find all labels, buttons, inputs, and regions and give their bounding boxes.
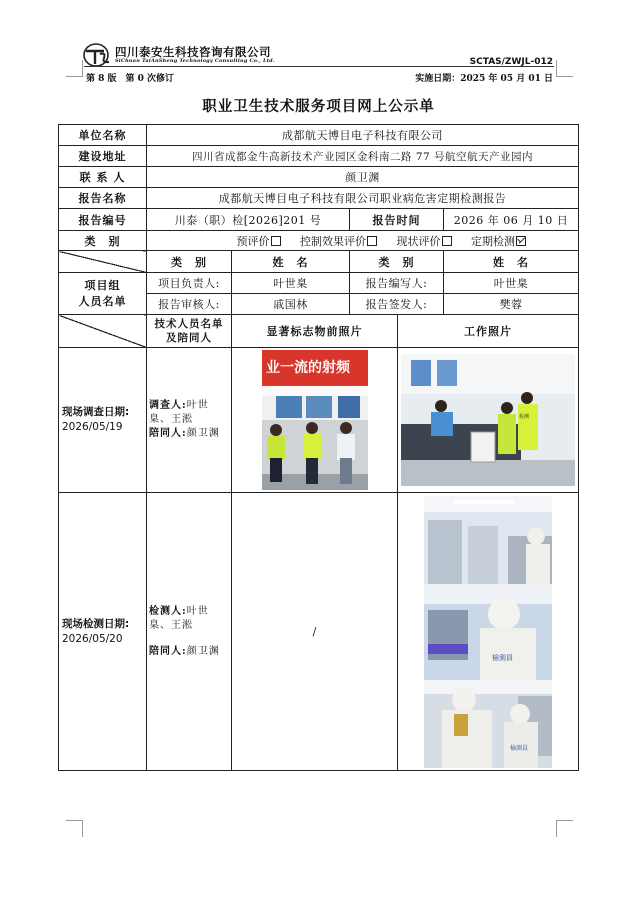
testing-work-photos — [398, 493, 579, 771]
unit-name-value: 成都航天博目电子科技有限公司 — [147, 125, 579, 146]
diagonal-cell — [59, 251, 147, 273]
landmark-photo — [262, 350, 368, 490]
option-label: 现状评价 — [396, 234, 441, 248]
escort-label: 陪同人: — [149, 428, 187, 439]
testing-date-cell — [59, 493, 147, 771]
address-label: 建设地址 — [59, 146, 147, 167]
team-group-label: 项目组 人员名单 — [59, 273, 147, 315]
notice-table — [58, 124, 579, 771]
report-number-value: 川泰（职）检[2026]201 号 — [147, 209, 350, 231]
survey-staff-cell — [147, 348, 232, 493]
survey-date-label: 现场调查日期: — [62, 406, 130, 418]
project-leader-label: 项目负责人: — [147, 273, 232, 294]
staff-header: 技术人员名单 及陪同人 — [147, 315, 232, 348]
report-signer-value: 樊蓉 — [444, 294, 579, 315]
team-header-name: 姓 名 — [444, 251, 579, 273]
unit-name-label: 单位名称 — [59, 125, 147, 146]
survey-work-photo — [398, 348, 579, 493]
survey-date-value: 2026/05/19 — [62, 421, 123, 433]
crop-mark — [556, 60, 573, 77]
work-photo-header: 工作照片 — [398, 315, 579, 348]
contact-value: 颜卫渊 — [147, 167, 579, 188]
category-options — [147, 231, 579, 251]
suit-label: 檢測員 — [492, 653, 514, 662]
report-signer-label: 报告签发人: — [350, 294, 444, 315]
cleanroom-photo — [424, 584, 552, 680]
checkbox-checked[interactable] — [516, 236, 526, 246]
testing-staff-cell — [147, 493, 232, 771]
report-number-label: 报告编号 — [59, 209, 147, 231]
report-reviewer-value: 戚国林 — [232, 294, 350, 315]
cleanroom-photo — [424, 496, 552, 584]
tester-value: 叶世臬、王淞 — [149, 605, 209, 631]
diagonal-cell — [59, 315, 147, 348]
escort-label: 陪同人: — [149, 645, 187, 657]
option-label: 定期检测 — [471, 234, 516, 248]
option-status-evaluation[interactable] — [397, 233, 452, 249]
crop-mark — [66, 820, 83, 837]
suit-label: 檢測員 — [510, 744, 529, 752]
report-name-label: 报告名称 — [59, 188, 147, 209]
option-control-effect[interactable] — [300, 233, 377, 249]
header-divider — [84, 66, 554, 67]
report-reviewer-label: 报告审核人: — [147, 294, 232, 315]
report-writer-label: 报告编写人: — [350, 273, 444, 294]
report-time-value: 2026 年 06 月 10 日 — [444, 209, 579, 231]
escort-value: 颜卫渊 — [186, 428, 220, 439]
implement-date: 实施日期：2025 年 05 月 01 日 — [415, 74, 553, 84]
document-title: 职业卫生技术服务项目网上公示单 — [202, 98, 435, 115]
testing-date-label: 现场检测日期: — [62, 617, 130, 630]
team-header-name: 姓 名 — [232, 251, 350, 273]
vest-label: 检测 — [519, 414, 530, 420]
team-header-category: 类 别 — [350, 251, 444, 273]
crop-mark — [556, 820, 573, 837]
project-leader-value: 叶世臬 — [232, 273, 350, 294]
testing-date-value: 2026/05/20 — [62, 632, 123, 645]
company-name: 四川泰安生科技咨询有限公司 — [115, 45, 271, 59]
checkbox[interactable] — [271, 236, 281, 246]
contact-label: 联 系 人 — [59, 167, 147, 188]
report-writer-value: 叶世臬 — [444, 273, 579, 294]
category-label: 类 别 — [59, 231, 147, 251]
banner-text: 业一流的射频 — [265, 360, 350, 376]
investigator-label: 调查人: — [149, 400, 187, 411]
checkbox[interactable] — [442, 236, 452, 246]
crop-mark — [66, 60, 83, 77]
option-pre-evaluation[interactable] — [237, 233, 281, 249]
survey-date-cell — [59, 348, 147, 493]
document-code: SCTAS/ZWJL-012 — [469, 57, 553, 67]
testing-sign-photo — [232, 493, 398, 771]
version-info: 第 8 版 第 0 次修订 — [86, 74, 175, 84]
no-photo-mark: / — [312, 625, 317, 638]
option-label: 预评价 — [236, 234, 270, 248]
investigator-value: 叶世臬、王淞 — [149, 400, 209, 425]
report-time-label: 报告时间 — [350, 209, 444, 231]
sign-photo-header: 显著标志物前照片 — [232, 315, 398, 348]
work-scene-photo — [401, 354, 575, 486]
option-label: 控制效果评价 — [300, 234, 367, 248]
tester-label: 检测人: — [149, 605, 187, 617]
survey-sign-photo — [232, 348, 398, 493]
cleanroom-photo — [424, 680, 552, 768]
checkbox[interactable] — [367, 236, 377, 246]
escort-value: 颜卫渊 — [186, 645, 220, 657]
team-header-category: 类 别 — [147, 251, 232, 273]
company-name-en: SiChuan TaiAnSheng Technology Consulting Co., Ltd. — [115, 58, 275, 64]
tas-logo-icon — [82, 42, 112, 68]
address-value: 四川省成都金牛高新技术产业园区金科南二路 77 号航空航天产业园内 — [147, 146, 579, 167]
option-periodic-test[interactable] — [471, 233, 526, 249]
report-name-value: 成都航天博目电子科技有限公司职业病危害定期检测报告 — [147, 188, 579, 209]
